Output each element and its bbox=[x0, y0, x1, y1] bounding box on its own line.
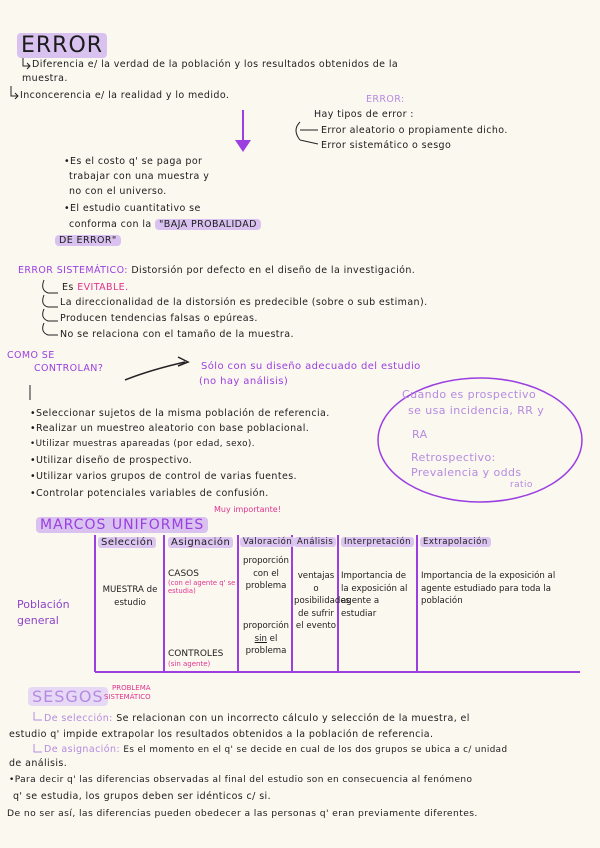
sesgos-title-text: SESGOS bbox=[28, 687, 108, 706]
important-note: Muy importante! bbox=[214, 505, 281, 514]
control-item-4: •Utilizar diseño de prospectivo. bbox=[30, 455, 193, 466]
error-title-text: ERROR bbox=[17, 33, 107, 58]
cell-val-2a: proporción bbox=[243, 621, 289, 631]
sesgo-asignacion-label: De asignación: bbox=[44, 744, 120, 755]
control-item-1: •Seleccionar sujetos de la misma población de referencia. bbox=[30, 408, 330, 419]
control-item-5: •Utilizar varios grupos de control de varias fuentes. bbox=[30, 471, 297, 482]
cell-extrapolacion: Importancia de la exposición al agente estudiado para toda la población bbox=[421, 571, 556, 606]
bullet-cost-1: •Es el costo q' se paga por bbox=[64, 156, 203, 167]
note-line-1: Cuando es prospectivo bbox=[402, 388, 537, 401]
control-question-2: CONTROLAN? bbox=[34, 363, 104, 374]
cell-muestra: MUESTRA de estudio bbox=[102, 585, 158, 608]
error-line2: Inconcerencia e/ la realidad y lo medido. bbox=[20, 90, 230, 101]
th-seleccion: Selección bbox=[98, 537, 156, 548]
baja-probabilidad-highlight: "BAJA PROBALIDAD bbox=[155, 219, 261, 230]
bullet-cuanti-2 bbox=[69, 218, 261, 231]
sesgos-tag-1: PROBLEMA bbox=[112, 684, 151, 692]
bullet-cuanti-3 bbox=[55, 234, 121, 247]
es-label: Es bbox=[62, 282, 74, 293]
sesgos-title bbox=[28, 687, 108, 706]
sistematico-evitable bbox=[62, 281, 129, 294]
error-title bbox=[17, 33, 107, 58]
side-error-title: ERROR: bbox=[366, 94, 405, 105]
sistematico-title: ERROR SISTEMÁTICO: bbox=[18, 265, 128, 276]
sistematico-p3: No se relaciona con el tamaño de la muestra. bbox=[60, 329, 294, 340]
control-answer-1: Sólo con su diseño adecuado del estudio bbox=[201, 361, 421, 372]
th-valoracion: Valoración bbox=[240, 537, 295, 547]
control-item-2: •Realizar un muestreo aleatorio con base poblacional. bbox=[30, 423, 310, 434]
sesgos-tag-2: SISTEMÁTICO bbox=[104, 693, 151, 701]
bullet-cuanti-2-text: conforma con la bbox=[69, 219, 152, 230]
control-item-6: •Controlar potenciales variables de confusión. bbox=[30, 488, 269, 499]
note-line-6: ratio bbox=[510, 480, 533, 490]
sesgo-asignacion-text2: de análisis. bbox=[9, 758, 68, 769]
sistematico-def: Distorsión por defecto en el diseño de la investigación. bbox=[131, 265, 416, 276]
cell-controles: CONTROLES bbox=[168, 649, 224, 659]
marcos-title bbox=[36, 514, 208, 533]
side-type-2: Error sistemático o sesgo bbox=[321, 140, 452, 151]
note-line-4: Retrospectivo: bbox=[411, 451, 496, 464]
th-analisis: Análisis bbox=[294, 537, 336, 547]
sesgo-seleccion-line1 bbox=[44, 712, 470, 725]
control-question-1: COMO SE bbox=[7, 350, 55, 361]
sesgo-seleccion-label: De selección: bbox=[44, 713, 113, 724]
cell-casos: CASOS bbox=[168, 569, 199, 579]
cell-val-2c: el problema bbox=[245, 633, 287, 656]
row-label-1: Población bbox=[17, 598, 70, 611]
sesgo-asignacion-text1: Es el momento en el q' se decide en cual de los dos grupos se ubica a c/ unidad bbox=[123, 745, 508, 755]
sesgo-p3: De no ser así, las diferencias pueden obedecer a las personas q' eran previamente diferentes. bbox=[7, 808, 478, 819]
bullet-cuanti-1: •El estudio cuantitativo se bbox=[64, 203, 201, 214]
cell-val-2b: sin bbox=[254, 633, 267, 644]
note-line-3: RA bbox=[412, 428, 428, 441]
side-type-1: Error aleatorio o propiamente dicho. bbox=[321, 125, 508, 136]
cell-val-1: proporción con el problema bbox=[243, 556, 289, 591]
sistematico-p1: La direccionalidad de la distorsión es predecible (sobre o sub estiman). bbox=[60, 297, 428, 308]
cell-interpretacion: Importancia de la exposición al agente a estudiar bbox=[341, 571, 408, 619]
sistematico-heading bbox=[18, 264, 415, 277]
cell-casos-sub: (con el agente q' se estudia) bbox=[168, 579, 236, 595]
sesgo-p1: •Para decir q' las diferencias observadas al final del estudio son en consecuencia al fenómeno bbox=[9, 775, 473, 785]
error-line1b: muestra. bbox=[22, 73, 68, 84]
note-line-2: se usa incidencia, RR y bbox=[408, 404, 545, 417]
side-types: Hay tipos de error : bbox=[314, 109, 414, 120]
bullet-cost-2: trabajar con una muestra y bbox=[69, 171, 210, 182]
th-extrapolacion: Extrapolación bbox=[420, 537, 491, 547]
evitable-label: EVITABLE. bbox=[77, 282, 129, 293]
note-line-5: Prevalencia y odds bbox=[411, 466, 522, 479]
cell-controles-sub: (sin agente) bbox=[168, 660, 211, 668]
sesgo-seleccion-text2: estudio q' impide extrapolar los resultados obtenidos a la población de referencia. bbox=[9, 729, 434, 740]
sesgo-seleccion-text1: Se relacionan con un incorrecto cálculo y selección de la muestra, el bbox=[116, 713, 470, 724]
th-interpretacion: Interpretación bbox=[341, 537, 414, 547]
marcos-title-text: MARCOS UNIFORMES bbox=[36, 517, 208, 533]
control-item-3: •Utilizar muestras apareadas (por edad, sexo). bbox=[30, 439, 255, 449]
de-error-highlight: DE ERROR" bbox=[55, 235, 121, 246]
row-label-2: general bbox=[17, 614, 59, 627]
cell-analisis: ventajas o posibilidades de sufrir el evento bbox=[294, 571, 351, 631]
th-asignacion: Asignación bbox=[168, 537, 233, 548]
error-line1a: Diferencia e/ la verdad de la población y los resultados obtenidos de la bbox=[32, 59, 399, 70]
sistematico-p2: Producen tendencias falsas o epúreas. bbox=[60, 313, 258, 324]
bullet-cost-3: no con el universo. bbox=[69, 186, 167, 197]
cell-val-2 bbox=[241, 620, 291, 658]
control-answer-2: (no hay análisis) bbox=[199, 376, 289, 387]
sesgo-p2: q' se estudia, los grupos deben ser idénticos c/ si. bbox=[13, 791, 272, 802]
sesgo-asignacion-line1 bbox=[44, 743, 507, 757]
